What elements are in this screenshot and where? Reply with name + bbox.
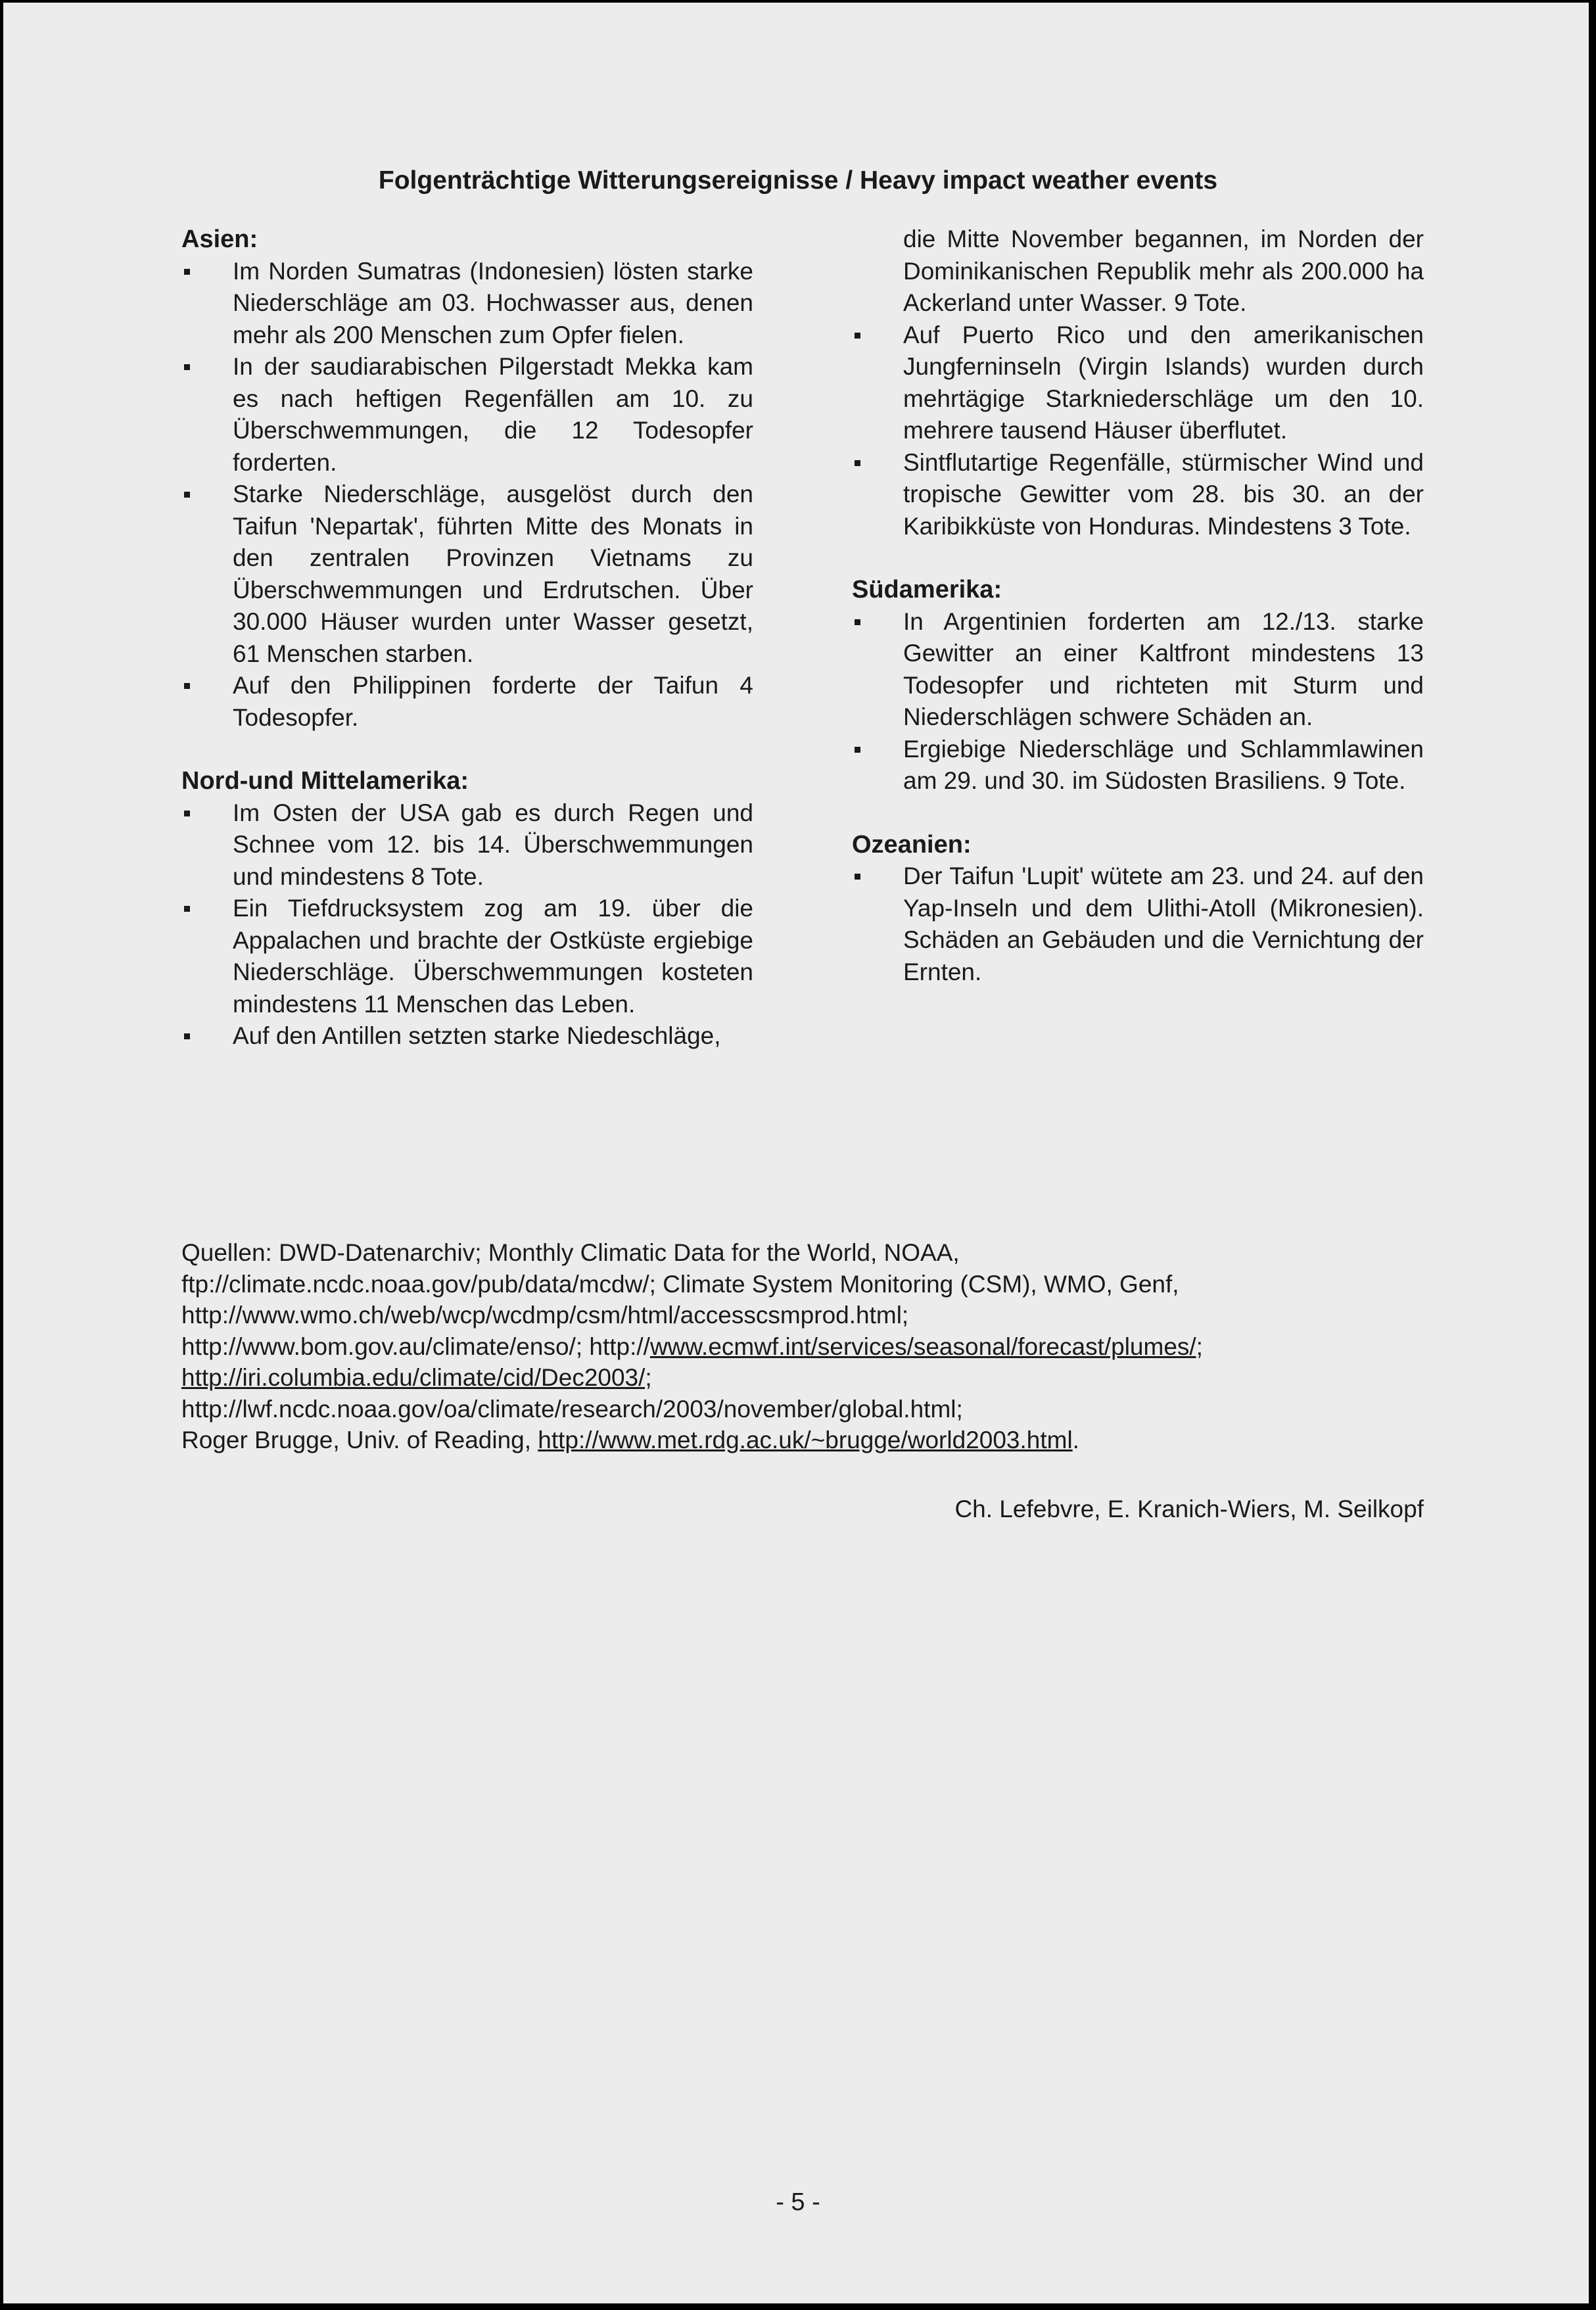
sources-line: Quellen: DWD-Datenarchiv; Monthly Climatic Data for the World, NOAA, <box>181 1239 960 1266</box>
list-item: Auf Puerto Rico und den amerikanischen Jungferninseln (Virgin Islands) wurden durch mehrtägige Starkniederschläge um den 10. mehrere tausend Häuser überflutet. <box>852 319 1424 447</box>
south-america-list <box>852 606 1424 797</box>
north-central-america-list-continued <box>852 224 1424 542</box>
page-number: - 5 - <box>776 2188 820 2216</box>
oceania-list <box>852 860 1424 988</box>
left-column <box>181 224 753 1052</box>
list-item: Ein Tiefdrucksystem zog am 19. über die Appalachen und brachte der Ostküste ergiebige Niederschläge. Überschwemmungen kosteten mindestens 11 Menschen das Leben. <box>181 893 753 1020</box>
list-item: Im Norden Sumatras (Indonesien) lösten starke Niederschläge am 03. Hochwasser aus, denen mehr als 200 Menschen zum Opfer fielen. <box>181 256 753 352</box>
sources-line <box>181 1362 1430 1394</box>
sources-text: . <box>1072 1426 1079 1453</box>
authors: Ch. Lefebvre, E. Kranich-Wiers, M. Seilkopf <box>954 1496 1424 1522</box>
right-column <box>852 224 1424 988</box>
ecmwf-link[interactable]: www.ecmwf.int/services/seasonal/forecast/plumes/; <box>649 1332 1203 1360</box>
sources-text: http://www.bom.gov.au/climate/enso/; http:// <box>181 1332 650 1360</box>
sources-text: Roger Brugge, Univ. of Reading, <box>181 1426 538 1453</box>
section-heading-oceania: Ozeanien: <box>852 830 972 859</box>
list-item: In Argentinien forderten am 12./13. starke Gewitter an einer Kaltfront mindestens 13 Todesopfer und richteten mit Sturm und Niederschlägen schwere Schäden an. <box>852 606 1424 734</box>
sources-line: ftp://climate.ncdc.noaa.gov/pub/data/mcdw/; Climate System Monitoring (CSM), WMO, Genf, <box>181 1270 1179 1298</box>
sources-block <box>181 1237 1430 1456</box>
list-item-continuation: die Mitte November begannen, im Norden der Dominikanischen Republik mehr als 200.000 ha Ackerland unter Wasser. 9 Tote. <box>903 225 1424 316</box>
list-item: Auf den Philippinen forderte der Taifun 4 Todesopfer. <box>181 670 753 734</box>
list-item: Der Taifun 'Lupit' wütete am 23. und 24. auf den Yap-Inseln und dem Ulithi-Atoll (Mikronesien). Schäden an Gebäuden und die Vernichtung der Ernten. <box>852 860 1424 988</box>
sources-line <box>181 1425 1430 1456</box>
list-item: In der saudiarabischen Pilgerstadt Mekka kam es nach heftigen Regenfällen am 10. zu Überschwemmungen, die 12 Todesopfer forderten. <box>181 351 753 479</box>
section-heading-south-america: Südamerika: <box>852 576 1002 603</box>
asia-list <box>181 256 753 734</box>
list-item: Auf den Antillen setzten starke Niedeschläge, <box>181 1020 753 1052</box>
list-item: Im Osten der USA gab es durch Regen und Schnee vom 12. bis 14. Überschwemmungen und mindestens 8 Tote. <box>181 797 753 893</box>
iri-columbia-link[interactable]: http://iri.columbia.edu/climate/cid/Dec2003/; <box>181 1364 652 1391</box>
met-rdg-link[interactable]: http://www.met.rdg.ac.uk/~brugge/world2003.html <box>538 1426 1073 1453</box>
list-item: Starke Niederschläge, ausgelöst durch den Taifun 'Nepartak', führten Mitte des Monats in den zentralen Provinzen Vietnams zu Überschwemmungen und Erdrutschen. Über 30.000 Häuser wurden unter Wasser gesetzt, 61 Menschen starben. <box>181 479 753 670</box>
section-heading-north-central-america: Nord-und Mittelamerika: <box>181 767 469 795</box>
list-item: Sintflutartige Regenfälle, stürmischer Wind und tropische Gewitter vom 28. bis 30. an der Karibikküste von Honduras. Mindestens 3 Tote. <box>852 447 1424 543</box>
north-central-america-list <box>181 797 753 1052</box>
section-heading-asia: Asien: <box>181 225 258 253</box>
sources-line <box>181 1331 1430 1363</box>
sources-line: http://lwf.ncdc.noaa.gov/oa/climate/research/2003/november/global.html; <box>181 1395 963 1423</box>
page-title: Folgenträchtige Witterungsereignisse / Heavy impact weather events <box>378 166 1218 195</box>
list-item: Ergiebige Niederschläge und Schlammlawinen am 29. und 30. im Südosten Brasiliens. 9 Tote. <box>852 734 1424 797</box>
sources-line: http://www.wmo.ch/web/wcp/wcdmp/csm/html/accesscsmprod.html; <box>181 1302 909 1329</box>
